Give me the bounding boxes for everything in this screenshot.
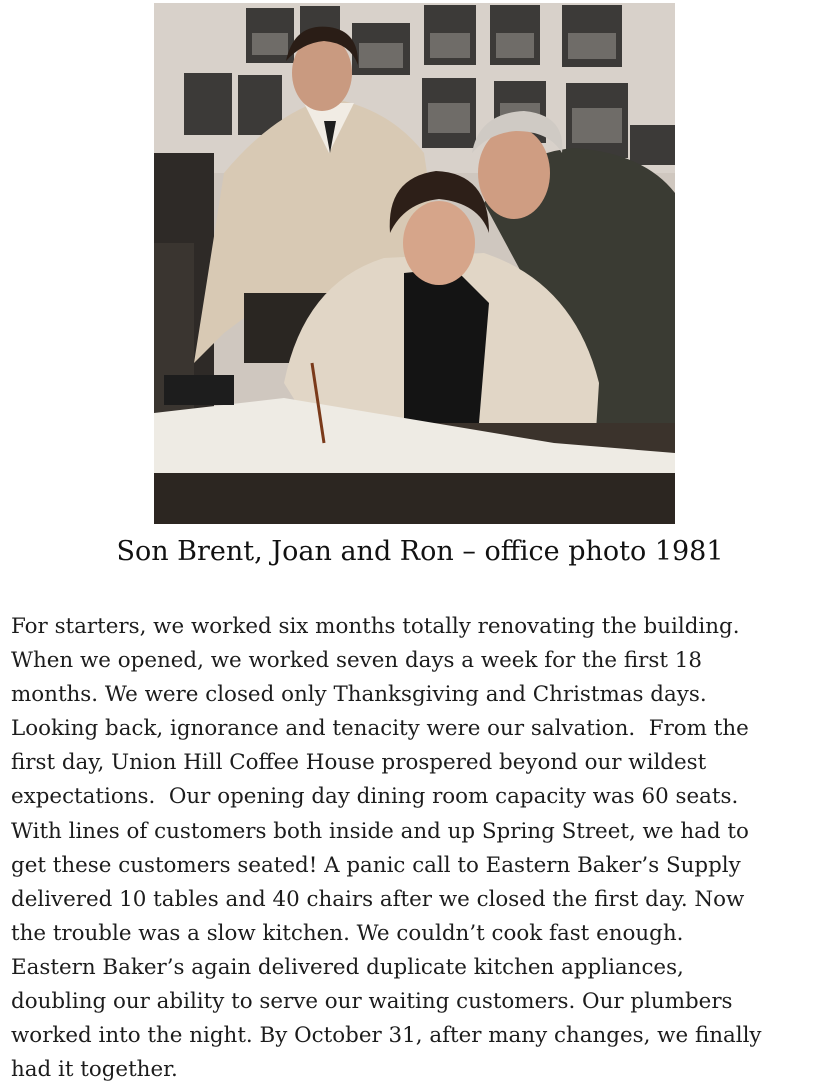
paragraph-line: When we opened, we worked seven days a week for the first 18 xyxy=(11,648,702,674)
paragraph-line: Eastern Baker’s again delivered duplicate kitchen appliances, xyxy=(11,954,684,980)
photo-caption: Son Brent, Joan and Ron – office photo 1981 xyxy=(116,536,724,567)
paragraph-line: get these customers seated! A panic call to Eastern Baker’s Supply xyxy=(11,852,741,878)
paragraph-line: worked into the night. By October 31, after many changes, we finally xyxy=(11,1023,762,1049)
paragraph-line: Looking back, ignorance and tenacity were our salvation. From the xyxy=(11,716,749,742)
office-photo xyxy=(154,3,675,524)
paragraph-line: first day, Union Hill Coffee House prospered beyond our wildest xyxy=(11,750,707,776)
paragraph-line: the trouble was a slow kitchen. We couldn’t cook fast enough. xyxy=(11,920,684,946)
paragraph-line: With lines of customers both inside and up Spring Street, we had to xyxy=(11,818,749,844)
paragraph-line: For starters, we worked six months totally renovating the building. xyxy=(11,614,740,639)
family-office-photo-icon xyxy=(154,3,675,524)
paragraph-line: doubling our ability to serve our waiting customers. Our plumbers xyxy=(11,989,733,1015)
paragraph-line: expectations. Our opening day dining room capacity was 60 seats. xyxy=(11,784,739,810)
paragraph-line: delivered 10 tables and 40 chairs after we closed the first day. Now xyxy=(11,886,745,912)
paragraph-line: months. We were closed only Thanksgiving and Christmas days. xyxy=(11,682,707,708)
paragraph-line: had it together. xyxy=(11,1057,178,1083)
story-paragraph xyxy=(11,610,833,1087)
